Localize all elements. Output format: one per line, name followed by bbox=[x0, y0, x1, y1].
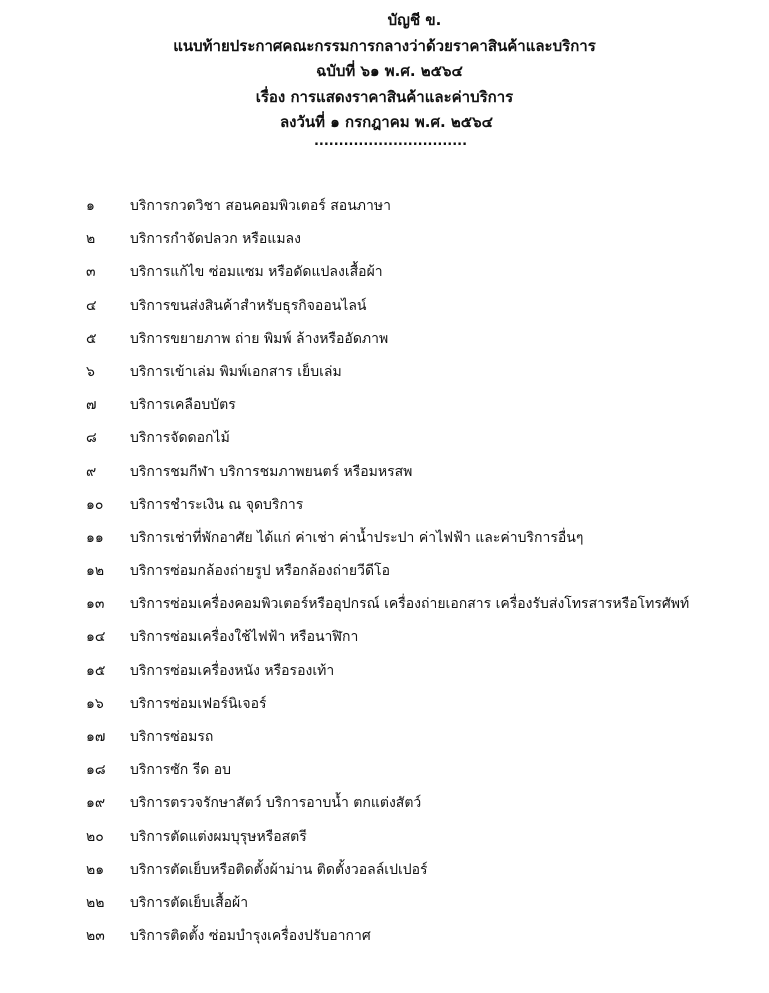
item-text: บริการตรวจรักษาสัตว์ บริการอาบน้ำ ตกแต่งสัตว์ bbox=[130, 795, 422, 812]
issue-number: ฉบับที่ ๖๑ พ.ศ. ๒๕๖๔ bbox=[316, 62, 463, 80]
list-item bbox=[0, 621, 769, 654]
item-number: ๑๔ bbox=[86, 629, 106, 646]
list-item bbox=[0, 489, 769, 522]
item-number: ๑๒ bbox=[86, 563, 105, 580]
item-text: บริการซ่อมเครื่องใช้ไฟฟ้า หรือนาฬิกา bbox=[130, 629, 359, 646]
list-item bbox=[0, 522, 769, 555]
item-text: บริการขยายภาพ ถ่าย พิมพ์ ล้างหรืออัดภาพ bbox=[130, 330, 389, 347]
item-number: ๑๕ bbox=[86, 662, 106, 679]
list-item bbox=[0, 920, 769, 953]
list-item bbox=[0, 356, 769, 389]
item-text: บริการซ่อมเฟอร์นิเจอร์ bbox=[130, 695, 267, 712]
item-text: บริการตัดเย็บหรือติดตั้งผ้าม่าน ติดตั้งวอลล์เปเปอร์ bbox=[130, 861, 428, 878]
item-text: บริการเคลือบบัตร bbox=[130, 397, 236, 414]
item-number: ๑๘ bbox=[86, 762, 106, 779]
list-item bbox=[0, 655, 769, 688]
list-item bbox=[0, 323, 769, 356]
item-number: ๓ bbox=[86, 264, 96, 281]
list-item bbox=[0, 422, 769, 455]
item-text: บริการเช่าที่พักอาศัย ได้แก่ ค่าเช่า ค่าน้ำประปา ค่าไฟฟ้า และค่าบริการอื่นๆ bbox=[130, 529, 584, 546]
item-number: ๔ bbox=[86, 297, 97, 314]
list-item bbox=[0, 754, 769, 787]
subject-line: เรื่อง การแสดงราคาสินค้าและค่าบริการ bbox=[255, 87, 514, 106]
list-item bbox=[0, 821, 769, 854]
item-text: บริการติดตั้ง ซ่อมบำรุงเครื่องปรับอากาศ bbox=[130, 928, 371, 945]
item-text: บริการตัดแต่งผมบุรุษหรือสตรี bbox=[130, 828, 307, 845]
service-list bbox=[0, 190, 769, 953]
list-item bbox=[0, 588, 769, 621]
separator-dots: ............................... bbox=[313, 133, 468, 149]
list-item bbox=[0, 223, 769, 256]
item-text: บริการซ่อมเครื่องหนัง หรือรองเท้า bbox=[130, 662, 335, 679]
item-text: บริการซ่อมรถ bbox=[130, 729, 214, 745]
item-number: ๑๙ bbox=[86, 795, 106, 812]
list-item bbox=[0, 787, 769, 820]
item-text: บริการชำระเงิน ณ จุดบริการ bbox=[130, 496, 304, 513]
list-item bbox=[0, 456, 769, 489]
schedule-title: บัญชี ข. bbox=[387, 11, 442, 29]
item-text: บริการตัดเย็บเสื้อผ้า bbox=[130, 894, 249, 911]
item-text: บริการซ่อมเครื่องคอมพิวเตอร์หรืออุปกรณ์ เครื่องถ่ายเอกสาร เครื่องรับส่งโทรสารหรือโทรศัพท์ bbox=[130, 596, 690, 613]
list-item bbox=[0, 190, 769, 223]
item-number: ๑๗ bbox=[86, 729, 106, 745]
list-item bbox=[0, 721, 769, 754]
item-number: ๑ bbox=[86, 198, 95, 214]
item-text: บริการจัดดอกไม้ bbox=[130, 430, 230, 447]
item-number: ๗ bbox=[86, 397, 97, 414]
item-number: ๒๐ bbox=[86, 828, 104, 845]
item-text: บริการกำจัดปลวก หรือแมลง bbox=[130, 231, 301, 248]
item-number: ๖ bbox=[86, 363, 95, 380]
item-text: บริการเข้าเล่ม พิมพ์เอกสาร เย็บเล่ม bbox=[130, 363, 342, 380]
item-text: บริการชมกีฬา บริการชมภาพยนตร์ หรือมหรสพ bbox=[130, 463, 413, 480]
item-number: ๘ bbox=[86, 430, 97, 447]
item-number: ๑๖ bbox=[86, 695, 104, 712]
list-item bbox=[0, 887, 769, 920]
item-text: บริการซัก รีด อบ bbox=[130, 762, 232, 779]
item-number: ๑๓ bbox=[86, 596, 105, 613]
item-number: ๙ bbox=[86, 463, 97, 480]
item-text: บริการซ่อมกล้องถ่ายรูป หรือกล้องถ่ายวีดีโอ bbox=[130, 563, 390, 580]
list-item bbox=[0, 555, 769, 588]
item-number: ๒๑ bbox=[86, 861, 105, 878]
list-item bbox=[0, 290, 769, 323]
date-line: ลงวันที่ ๑ กรกฎาคม พ.ศ. ๒๕๖๔ bbox=[279, 113, 494, 131]
item-number: ๑๐ bbox=[86, 496, 104, 513]
item-text: บริการขนส่งสินค้าสำหรับธุรกิจออนไลน์ bbox=[130, 297, 367, 314]
item-number: ๒ bbox=[86, 231, 96, 248]
item-number: ๕ bbox=[86, 330, 97, 347]
announcement-title: แนบท้ายประกาศคณะกรรมการกลางว่าด้วยราคาสินค้าและบริการ bbox=[173, 36, 596, 55]
item-number: ๒๓ bbox=[86, 928, 105, 945]
item-number: ๑๑ bbox=[86, 529, 104, 546]
list-item bbox=[0, 389, 769, 422]
item-number: ๒๒ bbox=[86, 894, 105, 911]
list-item bbox=[0, 256, 769, 289]
document-header bbox=[0, 8, 769, 148]
item-text: บริการกวดวิชา สอนคอมพิวเตอร์ สอนภาษา bbox=[130, 198, 391, 214]
list-item bbox=[0, 688, 769, 721]
list-item bbox=[0, 854, 769, 887]
item-text: บริการแก้ไข ซ่อมแซม หรือดัดแปลงเสื้อผ้า bbox=[130, 264, 383, 281]
